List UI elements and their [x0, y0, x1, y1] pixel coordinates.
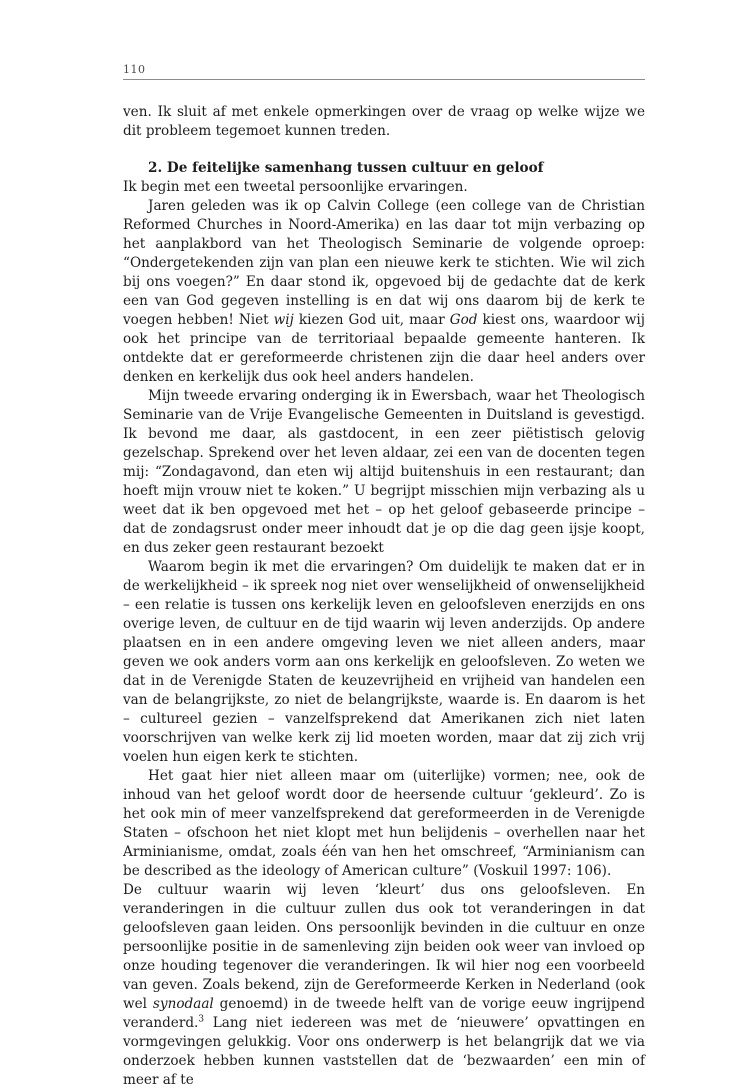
paragraph-waarom: Waarom begin ik met die ervaringen? Om duidelijk te maken dat er in de werkelijkheid – ik spreek nog niet over wenselijkheid of onwenselijkheid – een relatie is tussen ons kerkelijk leven en geloofsleven enerzijds en ons overige leven, de cultuur en de tijd waarin wij leven anderzijds. Op andere plaatsen en in een andere omgeving leven we niet alleen anders, maar geven we ook anders vorm aan ons kerkelijk en geloofsleven. Zo weten we dat in de Verenigde Staten de keuzevrijheid en vrijheid van handelen een van de belangrijkste, zo niet de belangrijkste, waarde is. En daarom is het – cultureel gezien – vanzelfsprekend dat Amerikanen zich niet laten voorschrijven van welke kerk zij lid moeten worden, maar dat zij zich vrij voelen hun eigen kerk te stichten. — [123, 559, 645, 765]
p5-text-b: genoemd) in de tweede helft van de vorige eeuw ingrijpend veranderd. — [123, 996, 645, 1031]
footnote-marker[interactable]: 3 — [198, 1014, 205, 1025]
paragraph-calvin-college — [123, 197, 645, 387]
paragraph-cultuur — [123, 881, 645, 1090]
p5-emphasis-synodaal: synodaal — [152, 996, 214, 1012]
p1-text-c: kiest ons, waardoor wij ook het principe van de territoriaal bepaalde gemeente hanteren. Ik ontdekte dat er gereformeerde christenen zijn die daar heel anders over denken en kerkelijk dus ook heel anders handelen. — [123, 312, 645, 385]
p1-emphasis-god: God — [449, 312, 478, 328]
page-number: 110 — [123, 63, 146, 76]
header-rule — [123, 79, 645, 80]
p1-text-a: Jaren geleden was ik op Calvin College (een college van de Christian Reformed Churches in Noord-Amerika) en las daar tot mijn verbazing op het aanplakbord van het Theologisch Seminarie de volgende oproep: “Ondergetekenden zijn van plan een nieuwe kerk te stichten. Wie wil zich bij ons voegen?” En daar stond ik, opgevoed bij de gedachte dat de kerk een van God gegeven instelling is en dat wij ons daarom bij de kerk te voegen hebben! Niet — [123, 198, 645, 328]
section-heading: 2. De feitelijke samenhang tussen cultuur en geloof — [148, 160, 544, 176]
p1-text-b: kiezen God uit, maar — [298, 312, 445, 328]
p5-text-c: Lang niet iedereen was met de ‘nieuwere’ opvattingen en vormgevingen gelukkig. Voor ons onderwerp is het belangrijk dat we via onderzoek hebben kunnen vaststellen dat de ‘bezwaarden’ een min of meer af te — [123, 1015, 645, 1088]
paragraph-ewersbach: Mijn tweede ervaring onderging ik in Ewersbach, waar het Theologisch Seminarie van de Vrije Evangelische Gemeenten in Duitsland is gevestigd. Ik bevond me daar, als gastdocent, in een zeer piëtistisch gelovig gezelschap. Sprekend over het leven aldaar, zei een van de docenten tegen mij: “Zondagavond, dan eten wij altijd buitenshuis in een restaurant; dan hoeft mijn vrouw niet te koken.” U begrijpt misschien mijn verbazing als u weet dat ik ben opgevoed met het – op het geloof gebaseerde principe – dat de zondagsrust onder meer inhoudt dat je op die dag geen ijsje koopt, en dus zeker geen restaurant bezoekt — [123, 388, 645, 556]
p1-emphasis-wij: wij — [273, 312, 294, 328]
intro-paragraph: Ik begin met een tweetal persoonlijke ervaringen. — [123, 179, 468, 195]
body-text — [123, 103, 645, 1090]
paragraph-vormen: Het gaat hier niet alleen maar om (uiterlijke) vormen; nee, ook de inhoud van het geloof wordt door de heersende cultuur ‘gekleurd’. Zo is het ook min of meer vanzelfsprekend dat gereformeerden in de Verenigde Staten – ofschoon het niet klopt met hun belijdenis – overhellen naar het Arminianisme, omdat, zoals één van hen het omschreef, “Arminianism can be described as the ideology of American culture” (Voskuil 1997: 106). — [123, 768, 645, 879]
p5-text-a: De cultuur waarin wij leven ‘kleurt’ dus ons geloofsleven. En veranderingen in die cultuur zullen dus ook tot veranderingen in dat geloofsleven gaan leiden. Ons persoonlijk bevinden in die cultuur en onze persoonlijke positie in de samenleving zijn beiden ook weer van invloed op onze houding tegenover die veranderingen. Ik wil hier nog een voorbeeld van geven. Zoals bekend, zijn de Gereformeerde Kerken in Nederland (ook wel — [123, 882, 645, 1012]
carryover-paragraph: ven. Ik sluit af met enkele opmerkingen over de vraag op welke wijze we dit probleem tegemoet kunnen treden. — [123, 104, 645, 139]
